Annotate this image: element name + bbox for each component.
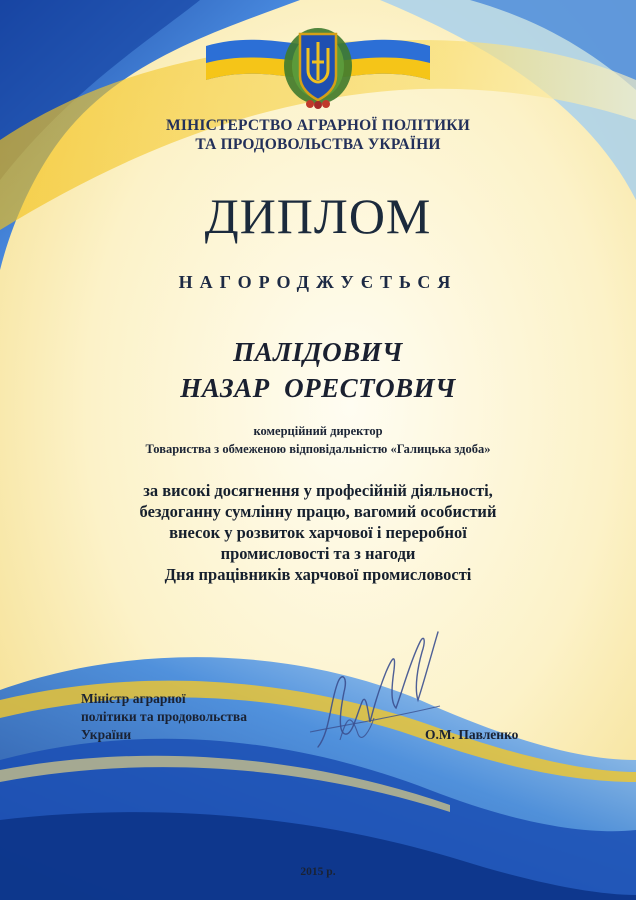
awarded-label: НАГОРОДЖУЄТЬСЯ (178, 272, 458, 292)
reason-line: внесок у розвиток харчової і переробної (169, 523, 467, 542)
recipient-name (0, 334, 636, 406)
position-line-1: комерційний директор (253, 424, 383, 438)
signer-title-line: України (81, 727, 132, 742)
signer-title-line: політики та продовольства (81, 709, 247, 724)
ministry-line-1: МІНІСТЕРСТВО АГРАРНОЇ ПОЛІТИКИ (166, 117, 470, 134)
signer-title-line: Міністр аграрної (81, 691, 186, 706)
signer-title (81, 690, 247, 744)
position-line-2: Товариства з обмеженою відповідальністю «Галицька здоба» (145, 442, 491, 456)
recipient-given-names: НАЗАР ОРЕСТОВИЧ (180, 373, 456, 403)
ministry-line-2: ТА ПРОДОВОЛЬСТВА УКРАЇНИ (195, 136, 441, 153)
signer-name: О.М. Павленко (425, 727, 519, 742)
recipient-surname: ПАЛІДОВИЧ (233, 337, 403, 367)
reason-line: промисловості та з нагоди (220, 544, 416, 563)
reason-line: за високі досягнення у професійній діяльності, (143, 481, 493, 500)
recipient-position (0, 422, 636, 458)
reason-line: бездоганну сумлінну працю, вагомий особистий (139, 502, 497, 521)
document-title: ДИПЛОМ (204, 188, 432, 244)
issue-year: 2015 р. (300, 866, 336, 878)
reason-line: Дня працівників харчової промисловості (164, 565, 472, 584)
award-reason (0, 480, 636, 585)
handwritten-signature (300, 622, 450, 752)
ministry-name (0, 116, 636, 154)
